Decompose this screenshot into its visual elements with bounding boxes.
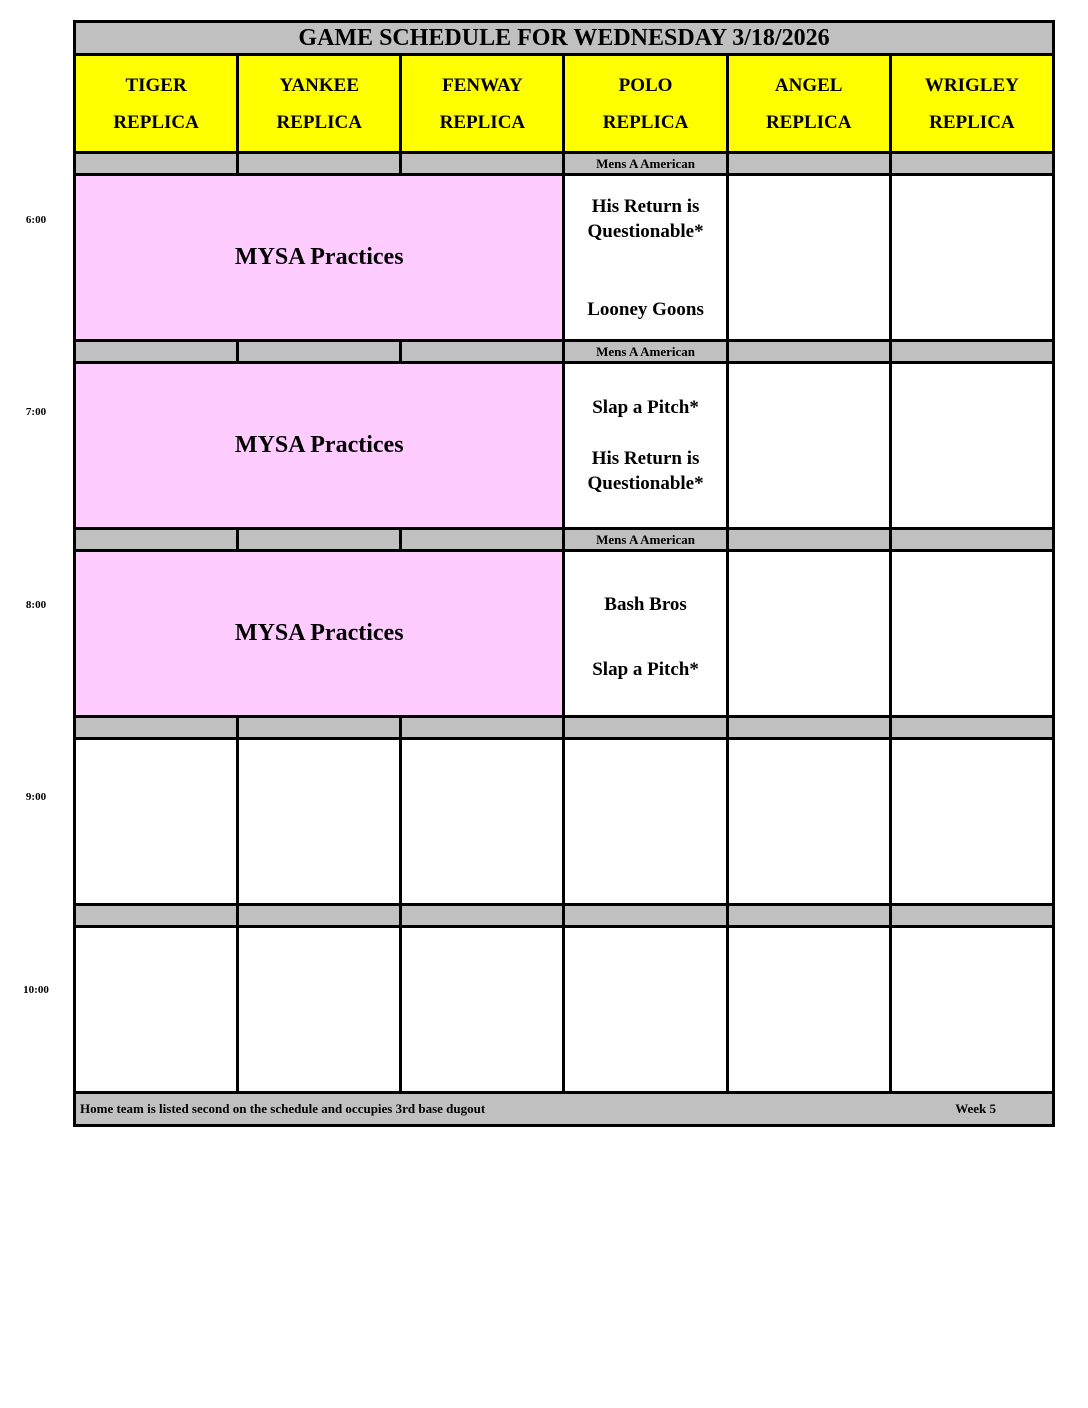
field-tiger: TIGER REPLICA [75,55,238,153]
empty-cell [727,739,890,905]
time-slot-8 [75,551,1054,717]
empty-cell [75,927,238,1093]
empty-cell [238,927,401,1093]
empty-cell [564,927,727,1093]
week-label: Week 5 [955,1101,996,1116]
empty-cell [890,175,1053,341]
empty-cell [727,363,890,529]
schedule-title: GAME SCHEDULE FOR WEDNESDAY 3/18/2026 [75,22,1054,55]
empty-cell [890,927,1053,1093]
schedule-table [73,20,1055,1127]
time-label-9: 9:00 [25,791,47,803]
field-wrigley: WRIGLEY REPLICA [890,55,1053,153]
away-team: Bash Bros [604,593,687,615]
empty-cell [75,739,238,905]
field-yankee: YANKEE REPLICA [238,55,401,153]
away-team: His Return is Questionable* [587,195,704,242]
time-label-10: 10:00 [23,984,49,996]
empty-cell [401,739,564,905]
empty-cell [727,927,890,1093]
empty-cell [564,739,727,905]
league-label: Mens A American [564,153,727,175]
empty-cell [401,927,564,1093]
empty-cell [890,363,1053,529]
footer-note: Home team is listed second on the schedule and occupies 3rd base dugout [80,1101,486,1116]
practice-block: MYSA Practices [75,363,564,529]
league-band-9 [75,717,1054,739]
home-team: His Return is Questionable* [587,448,704,495]
time-label-8: 8:00 [25,599,47,611]
empty-cell [238,739,401,905]
game-cell [564,363,727,529]
league-band-10 [75,905,1054,927]
league-band-8 [75,529,1054,551]
empty-cell [727,551,890,717]
field-header-row [75,55,1054,153]
time-slot-9 [75,739,1054,905]
field-angel: ANGEL REPLICA [727,55,890,153]
time-slot-6 [75,175,1054,341]
empty-cell [890,551,1053,717]
time-slot-10 [75,927,1054,1093]
field-fenway: FENWAY REPLICA [401,55,564,153]
time-label-6: 6:00 [25,214,47,226]
footer-row [75,1093,1054,1126]
schedule-sheet [73,20,1055,1127]
field-polo: POLO REPLICA [564,55,727,153]
away-team: Slap a Pitch* [592,396,699,418]
league-label: Mens A American [564,341,727,363]
home-team: Slap a Pitch* [592,658,699,680]
game-cell [564,551,727,717]
empty-cell [727,175,890,341]
league-label: Mens A American [564,529,727,551]
game-cell [564,175,727,341]
time-slot-7 [75,363,1054,529]
practice-block: MYSA Practices [75,175,564,341]
home-team: Looney Goons [587,298,704,320]
empty-cell [890,739,1053,905]
time-label-7: 7:00 [25,406,47,418]
league-band-7 [75,341,1054,363]
league-band-6 [75,153,1054,175]
practice-block: MYSA Practices [75,551,564,717]
